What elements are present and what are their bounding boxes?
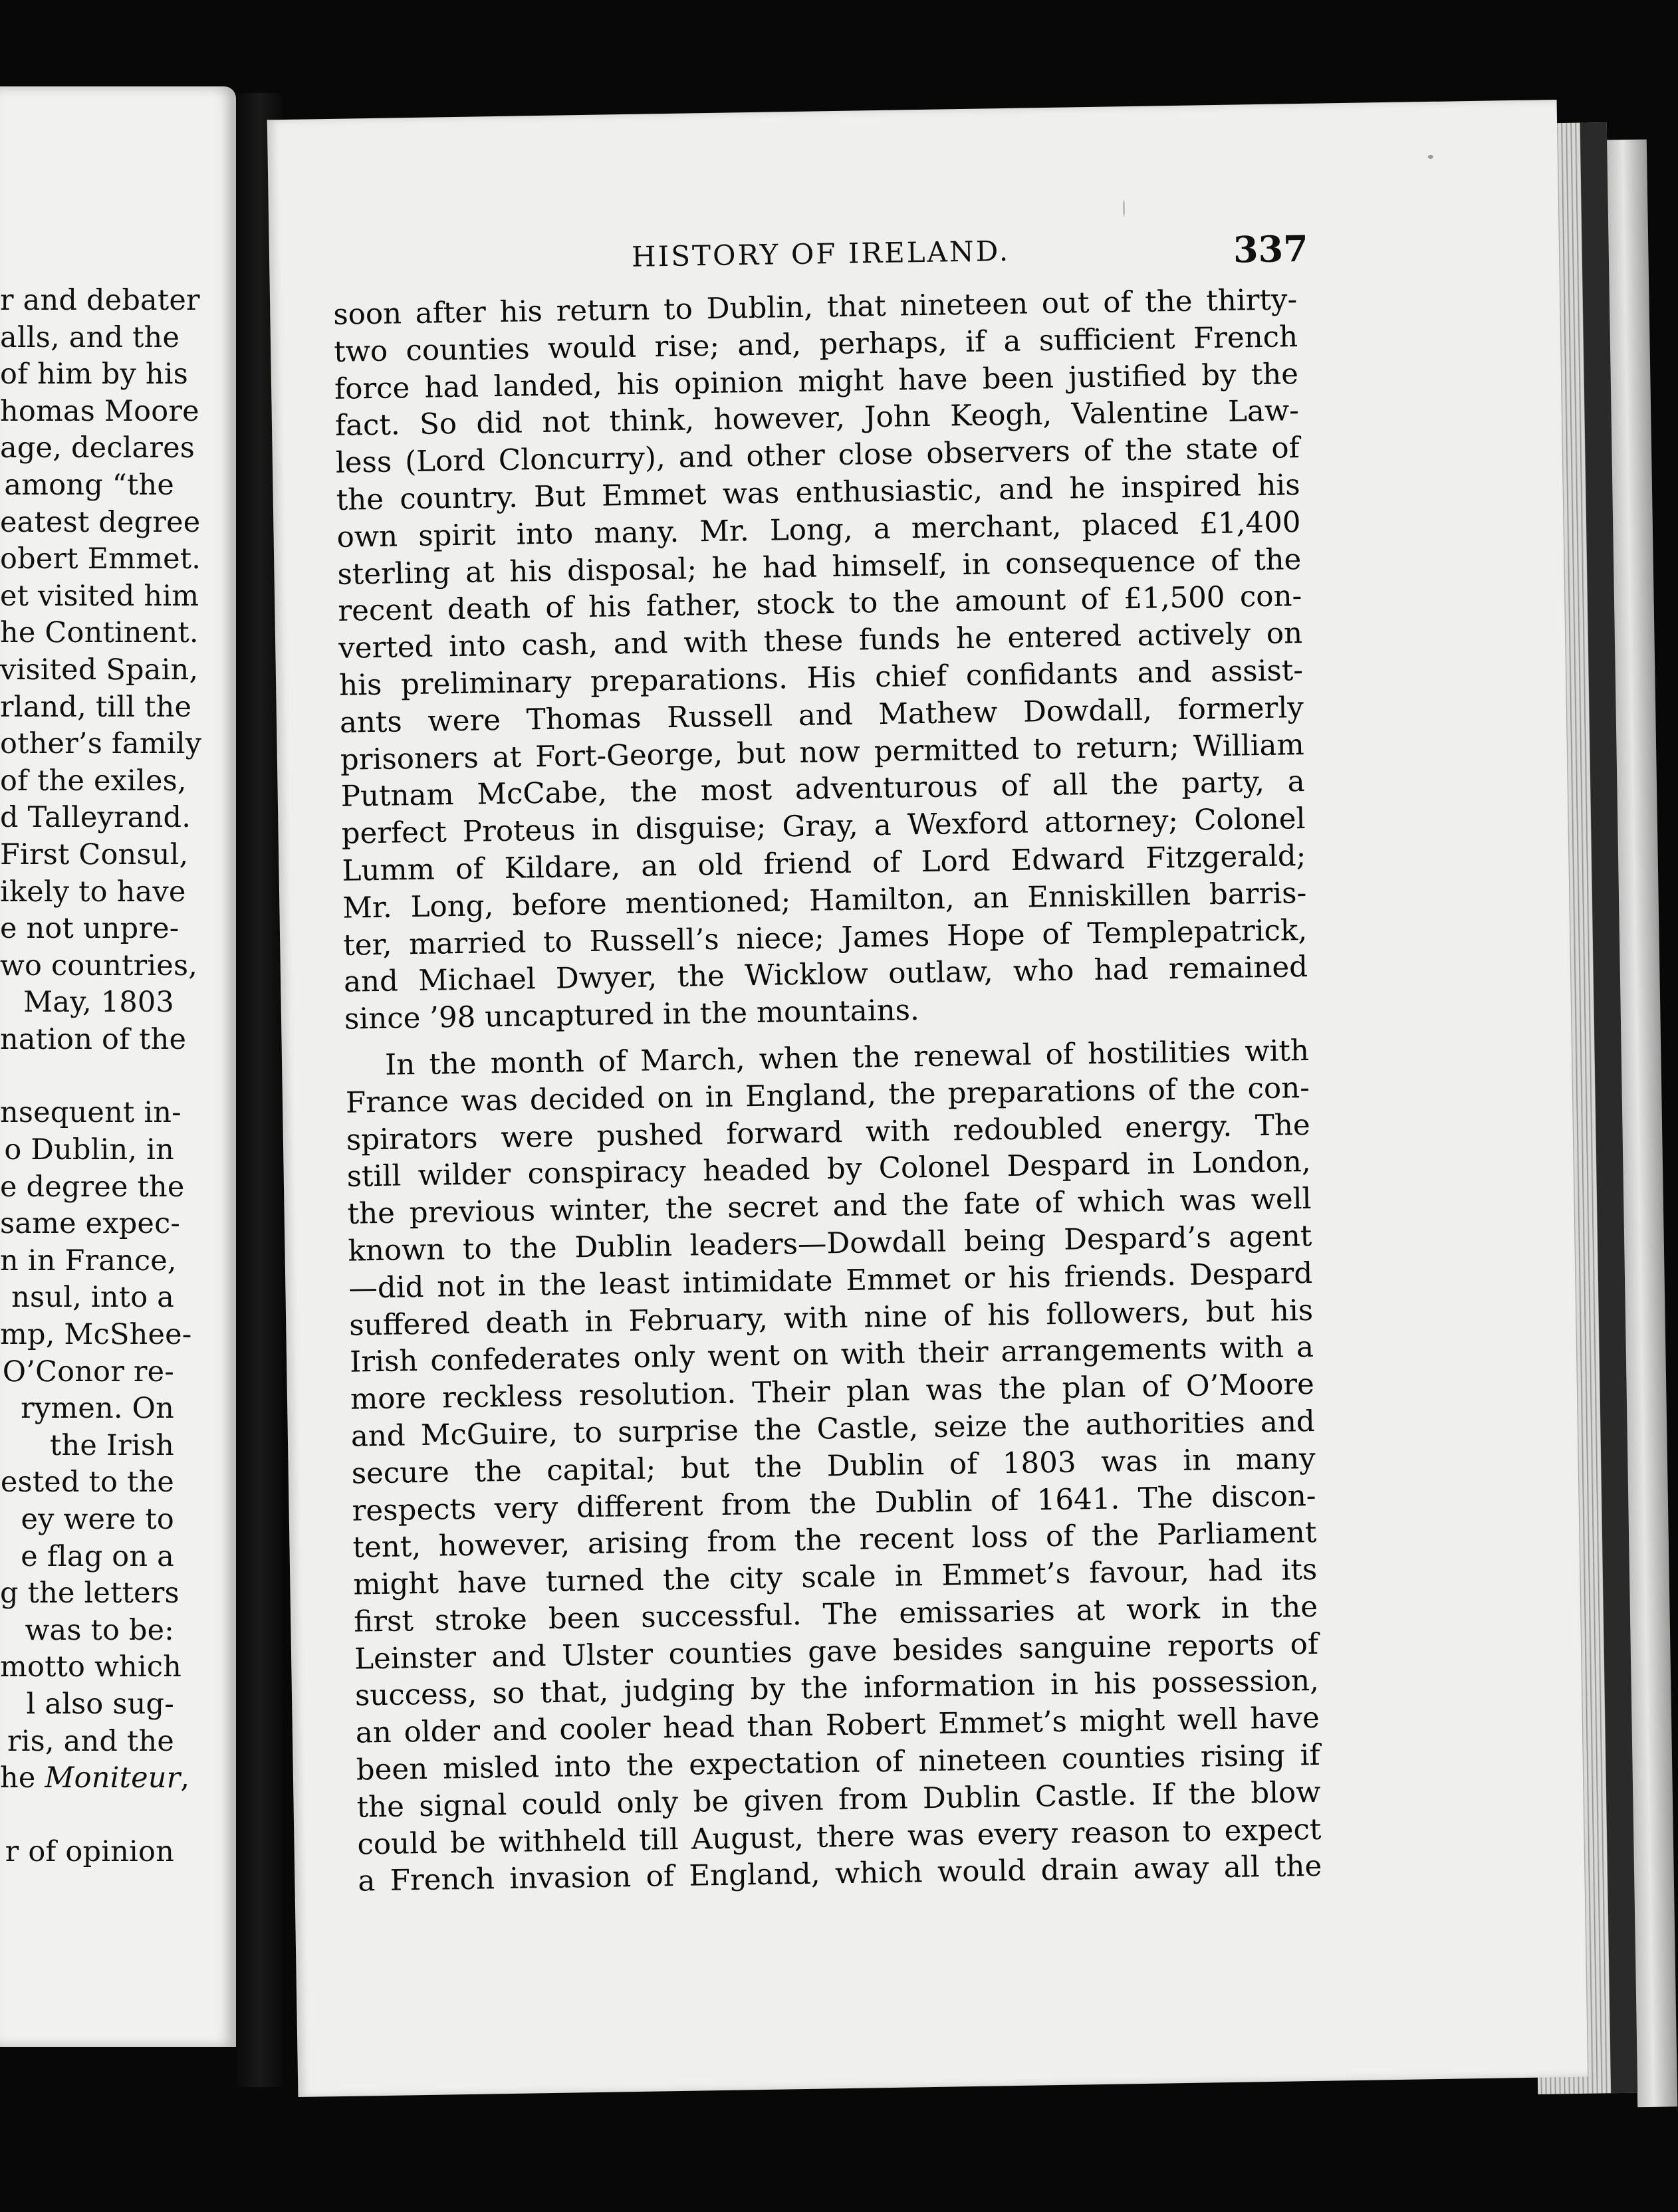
text-line: Leinster and Ulster counties gave besides sanguine reports of: [354, 1627, 1319, 1676]
left-text-line: nation of the: [0, 1022, 187, 1056]
text-line: known to the Dublin leaders—Dowdall being Despard’s agent: [348, 1219, 1312, 1268]
left-text-line: e flag on a: [21, 1539, 174, 1573]
left-text-line: ikely to have: [0, 875, 186, 909]
left-text-line: other’s family: [0, 727, 202, 761]
left-page-text: [0, 282, 202, 1870]
text-line: and McGuire, to surprise the Castle, seize the authorities and: [350, 1404, 1316, 1454]
text-line: less (Lord Cloncurry), and other close observers of the state of: [335, 431, 1300, 481]
left-text-line: rymen. On: [21, 1392, 174, 1426]
text-line: soon after his return to Dublin, that nineteen out of the thirty-: [332, 283, 1298, 332]
text-line: since ’98 uncaptured in the mountains.: [344, 994, 920, 1036]
text-line: a French invasion of England, which would drain away all the: [358, 1850, 1322, 1899]
left-text-line: of him by his: [0, 358, 188, 391]
left-text-line: d Talleyrand.: [0, 801, 191, 835]
left-text-line: same expec-: [0, 1207, 181, 1241]
left-text-line: o Dublin, in: [4, 1133, 174, 1167]
text-line: the previous winter, the secret and the fate of which was well: [347, 1182, 1312, 1231]
text-line: Lumm of Kildare, an old friend of Lord Edward Fitzgerald;: [342, 839, 1306, 888]
text-line: spirators were pushed forward with redoubled energy. The: [346, 1108, 1311, 1157]
text-line: prisoners at Fort-George, but now permitted to return; William: [340, 728, 1305, 777]
text-line: —did not in the least intimidate Emmet or his friends. Despard: [348, 1256, 1313, 1305]
left-text-line: motto which: [0, 1650, 182, 1684]
running-head: HISTORY OF IRELAND.: [631, 234, 1011, 273]
text-line: could be withheld till August, there was every reason to expect: [357, 1813, 1322, 1862]
text-line: Irish confederates only went on with their arrangements with a: [349, 1331, 1314, 1380]
left-text-line: the Irish: [50, 1428, 174, 1462]
text-line: and Michael Dwyer, the Wicklow outlaw, who had remained: [343, 950, 1308, 1000]
left-text-line: was to be:: [25, 1613, 174, 1647]
text-line: secure the capital; but the Dublin of 1803 was in many: [351, 1442, 1316, 1491]
left-text-line: obert Emmet.: [0, 542, 201, 576]
left-text-line: alls, and the: [0, 320, 180, 354]
left-text-line: First Consul,: [0, 837, 189, 871]
text-line: Putnam McCabe, the most adventurous of all the party, a: [340, 765, 1305, 814]
speck: [1123, 199, 1125, 217]
text-line: perfect Proteus in disguise; Gray, a Wexford attorney; Colonel: [341, 802, 1306, 851]
text-line: recent death of his father, stock to the amount of £1,500 con-: [337, 580, 1302, 629]
text-line: France was decided on in England, the preparations of the con-: [345, 1071, 1310, 1120]
left-text-line: n in France,: [0, 1244, 177, 1277]
left-text-line: e degree the: [0, 1170, 185, 1204]
left-text-line: ris, and the: [7, 1724, 174, 1758]
left-text-line: O’Conor re-: [2, 1355, 174, 1388]
text-line: still wilder conspiracy headed by Colonel Despard in London,: [346, 1145, 1311, 1194]
text-line: an older and cooler head than Robert Emmet’s might well have: [355, 1702, 1320, 1750]
text-line: the country. But Emmet was enthusiastic, and he inspired his: [336, 469, 1300, 517]
speck: [1428, 155, 1433, 159]
page-header: [269, 226, 1560, 292]
left-text-line: ey were to: [21, 1503, 174, 1536]
left-text-line: [0, 1797, 174, 1834]
left-text-line: mp, McShee-: [0, 1318, 192, 1352]
text-line: ants were Thomas Russell and Mathew Dowdall, formerly: [339, 691, 1304, 740]
text-line: fact. So did not think, however, John Keogh, Valentine Law-: [334, 394, 1300, 443]
text-line: more reckless resolution. Their plan was the plan of O’Moore: [350, 1368, 1315, 1416]
text-line: ter, married to Russell’s niece; James Hope of Templepatrick,: [342, 913, 1308, 962]
left-text-line: l also sug-: [26, 1687, 174, 1721]
text-line: respects very different from the Dublin of 1641. The discon-: [352, 1479, 1316, 1528]
left-text-line: nsequent in-: [0, 1096, 181, 1130]
text-line: the signal could only be given from Dublin Castle. If the blow: [356, 1775, 1321, 1825]
left-text-line: nsul, into a: [11, 1281, 174, 1315]
text-line: force had landed, his opinion might have been justified by the: [334, 357, 1299, 406]
left-text-line: r of opinion: [5, 1834, 174, 1868]
text-line: sterling at his disposal; he had himself, in consequence of the: [337, 542, 1302, 592]
left-text-line: eatest degree: [0, 505, 201, 539]
text-line: might have turned the city scale in Emmet’s favour, had its: [353, 1553, 1318, 1602]
body-text: [333, 282, 1322, 1901]
left-text-line: r and debater: [0, 284, 200, 317]
text-line: verted into cash, and with these funds he entered actively on: [338, 617, 1303, 665]
left-text-line: wo countries,: [0, 948, 198, 982]
left-text-line: of the exiles,: [0, 764, 187, 798]
left-text-line: visited Spain,: [0, 653, 199, 687]
left-text-line: among “the: [4, 468, 174, 502]
text-line: In the month of March, when the renewal of hostilities with: [384, 1034, 1310, 1082]
left-text-line: he Moniteur,: [0, 1761, 190, 1795]
left-text-line: he Continent.: [0, 616, 199, 650]
text-line: Mr. Long, before mentioned; Hamilton, an Enniskillen barris-: [342, 876, 1307, 925]
left-text-line: et visited him: [0, 579, 199, 613]
left-text-line: age, declares: [0, 431, 195, 465]
left-text-line: [0, 1058, 174, 1095]
text-line: been misled into the expectation of nineteen counties rising if: [356, 1738, 1320, 1787]
right-page: [267, 100, 1588, 2097]
left-text-line: rland, till the: [0, 690, 192, 724]
text-line: his preliminary preparations. His chief confidants and assist-: [338, 654, 1304, 703]
page-number: 337: [1233, 227, 1309, 271]
text-line: first stroke been successful. The emissaries at work in the: [353, 1590, 1318, 1639]
left-page: [0, 86, 236, 2047]
left-text-line: May, 1803: [23, 986, 174, 1020]
left-text-line: ested to the: [0, 1466, 174, 1499]
text-line: two counties would rise; and, perhaps, if a sufficient French: [333, 320, 1298, 369]
text-line: suffered death in February, with nine of his followers, but his: [348, 1293, 1314, 1343]
text-line: tent, however, arising from the recent loss of the Parliament: [352, 1516, 1317, 1565]
left-text-line: homas Moore: [0, 394, 199, 428]
text-line: own spirit into many. Mr. Long, a merchant, placed £1,400: [336, 505, 1301, 554]
text-line: success, so that, judging by the information in his possession,: [354, 1664, 1320, 1714]
left-text-line: e not unpre-: [0, 912, 180, 946]
paper-specks: [267, 100, 1557, 120]
left-text-line: g the letters: [0, 1577, 180, 1610]
